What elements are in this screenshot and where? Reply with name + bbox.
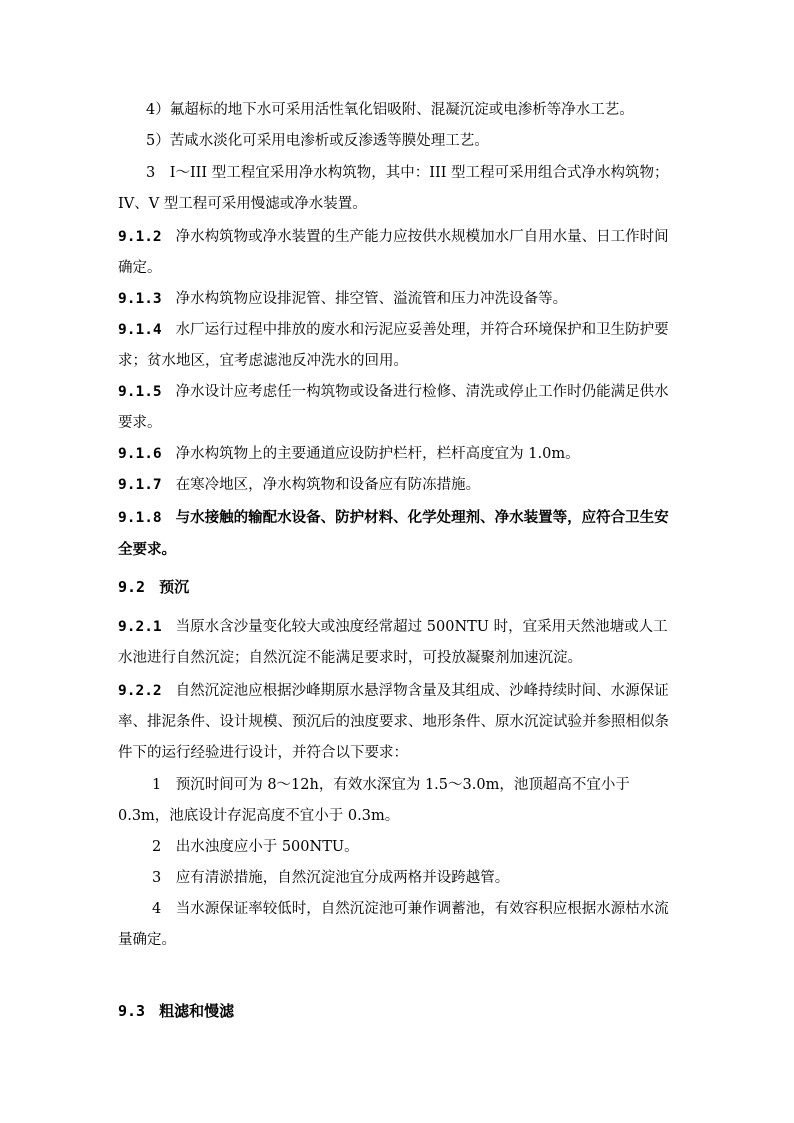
item-4: 4）氟超标的地下水可采用活性氧化铝吸附、混凝沉淀或电渗析等净水工艺。 bbox=[146, 102, 634, 118]
clause-number: 9.1.5 bbox=[118, 384, 162, 400]
subitem-2: 2 出水浊度应小于 500NTU。 bbox=[152, 839, 359, 855]
clause-text: 净水构筑物上的主要通道应设防护栏杆，栏杆高度宜为 1.0m。 bbox=[175, 446, 580, 462]
clause-number: 9.1.3 bbox=[118, 291, 162, 307]
section-heading-9-2 bbox=[118, 576, 189, 597]
clause-9-1-7 bbox=[118, 470, 678, 501]
clause-text: 净水构筑物或净水装置的生产能力应按供水规模加水厂自用水量、日工作时间确定。 bbox=[118, 229, 669, 276]
clause-9-1-4 bbox=[118, 315, 678, 377]
clause-number: 9.1.2 bbox=[118, 229, 162, 245]
clause-number: 9.1.4 bbox=[118, 322, 162, 338]
clause-9-1-5 bbox=[118, 377, 678, 439]
clause-number: 9.2.2 bbox=[118, 683, 162, 699]
clause-text: 自然沉淀池应根据沙峰期原水悬浮物含量及其组成、沙峰持续时间、水源保证率、排泥条件、设计规模、预沉后的浊度要求、地形条件、原水沉淀试验并参照相似条件下的运行经验进行设计，并符合以下要求： bbox=[118, 683, 669, 761]
clause-number: 9.2.1 bbox=[118, 619, 162, 635]
section-number: 9.3 bbox=[118, 1002, 146, 1020]
clause-text: 水厂运行过程中排放的废水和污泥应妥善处理，并符合环境保护和卫生防护要求；贫水地区，宜考虑滤池反冲洗水的回用。 bbox=[118, 322, 669, 369]
clause-text: 与水接触的输配水设备、防护材料、化学处理剂、净水装置等，应符合卫生安全要求。 bbox=[118, 509, 669, 558]
section-heading-9-3 bbox=[118, 1000, 234, 1021]
clause-9-1-6 bbox=[118, 439, 678, 470]
section-title: 预沉 bbox=[159, 578, 190, 596]
clause-number: 9.1.8 bbox=[118, 510, 162, 526]
clause-9-1-3 bbox=[118, 284, 678, 315]
item-5: 5）苦咸水淡化可采用电渗析或反渗透等膜处理工艺。 bbox=[146, 133, 489, 149]
clause-9-1-8 bbox=[118, 502, 678, 565]
section-title: 粗滤和慢滤 bbox=[159, 1002, 235, 1020]
section-number: 9.2 bbox=[118, 578, 146, 596]
clause-number: 9.1.7 bbox=[118, 477, 162, 493]
subitem-1: 1 预沉时间可为 8～12h，有效水深宜为 1.5～3.0m，池顶超高不宜小于 0.3m，池底设计存泥高度不宜小于 0.3m。 bbox=[118, 777, 630, 824]
clause-number: 9.1.6 bbox=[118, 446, 162, 462]
subitem-3: 3 应有清淤措施，自然沉淀池宜分成两格并设跨越管。 bbox=[152, 870, 510, 886]
clause-9-1-2 bbox=[118, 222, 678, 284]
clause-9-2-2 bbox=[118, 676, 678, 769]
subitem-4: 4 当水源保证率较低时，自然沉淀池可兼作调蓄池，有效容积应根据水源枯水流量确定。 bbox=[118, 901, 669, 948]
clause-text: 净水设计应考虑任一构筑物或设备进行检修、清洗或停止工作时仍能满足供水要求。 bbox=[118, 384, 669, 431]
item-3: 3 I～III 型工程宜采用净水构筑物，其中：III 型工程可采用组合式净水构筑物； IV、V 型工程可采用慢滤或净水装置。 bbox=[118, 165, 669, 212]
clause-text: 净水构筑物应设排泥管、排空管、溢流管和压力冲洗设备等。 bbox=[175, 291, 568, 307]
clause-text: 当原水含沙量变化较大或浊度经常超过 500NTU 时，宜采用天然池塘或人工水池进行自然沉淀；自然沉淀不能满足要求时，可投放凝聚剂加速沉淀。 bbox=[118, 619, 668, 666]
clause-text: 在寒冷地区，净水构筑物和设备应有防冻措施。 bbox=[175, 477, 481, 493]
clause-9-2-1 bbox=[118, 612, 678, 674]
